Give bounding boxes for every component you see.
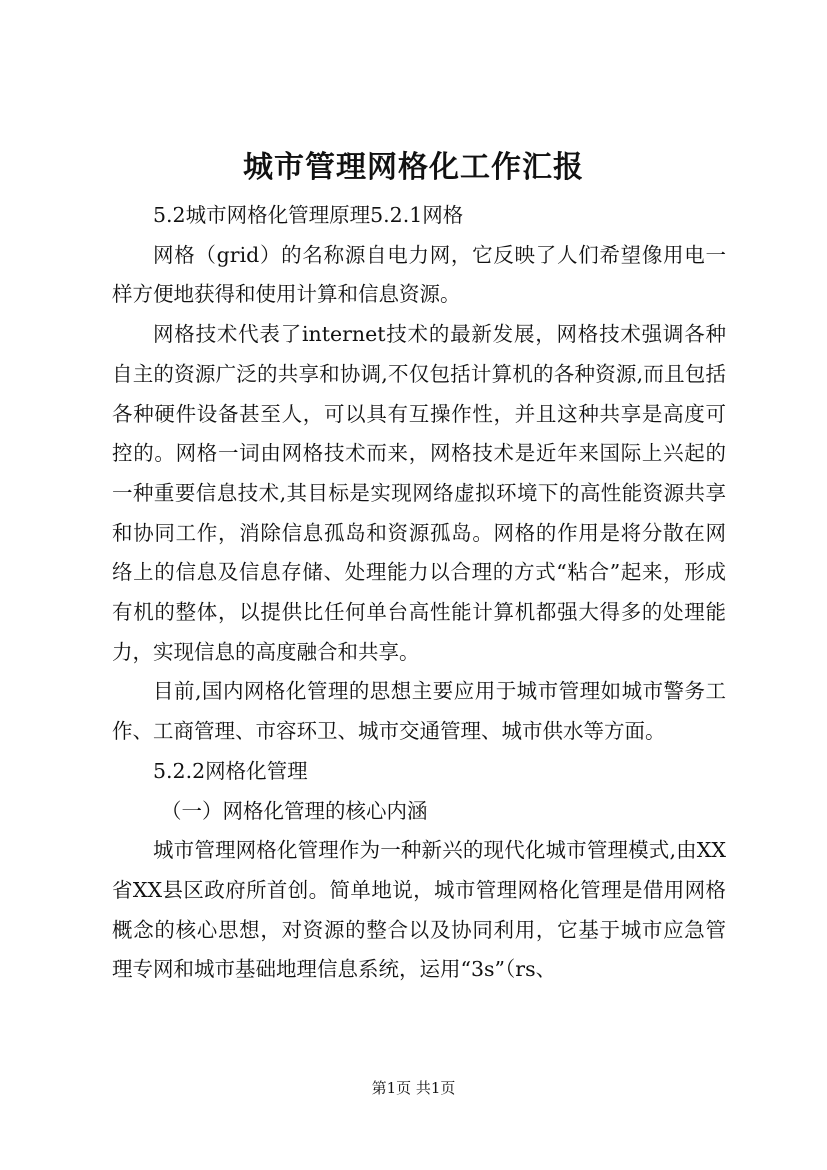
paragraph-grid-technology: 网格技术代表了internet技术的最新发展，网格技术强调各种自主的资源广泛的共享和协调,不仅包括计算机的各种资源,而且包括各种硬件设备甚至人，可以具有互操作性，并且这种共享是高度可控的。网格一词由网格技术而来，网格技术是近年来国际上兴起的一种重要信息技术,其目标是实现网络虚拟环境下的高性能资源共享和协同工作，消除信息孤岛和资源孤岛。网格的作用是将分散在网络上的信息及信息存储、处理能力以合理的方式“粘合”起来，形成有机的整体，以提供比任何单台高性能计算机都强大得多的处理能力，实现信息的高度融合和共享。 [112, 322, 726, 664]
page-footer: 第1页 共1页 [371, 1079, 456, 1097]
paragraph-domestic-application: 目前,国内网格化管理的思想主要应用于城市管理如城市警务工作、工商管理、市容环卫、城市交通管理、城市供水等方面。 [112, 679, 726, 744]
paragraph-grid-origin: 网格（grid）的名称源自电力网，它反映了人们希望像用电一样方便地获得和使用计算和信息资源。 [112, 242, 726, 307]
paragraph-grid-management: 城市管理网格化管理作为一种新兴的现代化城市管理模式,由XX省XX县区政府所首创。简单地说，城市管理网格化管理是借用网格概念的核心思想，对资源的整合以及协同利用，它基于城市应急管理专网和城市基础地理信息系统，运用“3s”（rs、 [112, 838, 726, 982]
section-heading-5-2: 5.2城市网格化管理原理5.2.1网格 [153, 203, 464, 227]
section-heading-5-2-2: 5.2.2网格化管理 [153, 758, 308, 783]
document-title: 城市管理网格化工作汇报 [243, 150, 584, 185]
subsection-heading-core-connotation: （一）网格化管理的核心内涵 [161, 798, 428, 823]
document-body [112, 196, 726, 990]
